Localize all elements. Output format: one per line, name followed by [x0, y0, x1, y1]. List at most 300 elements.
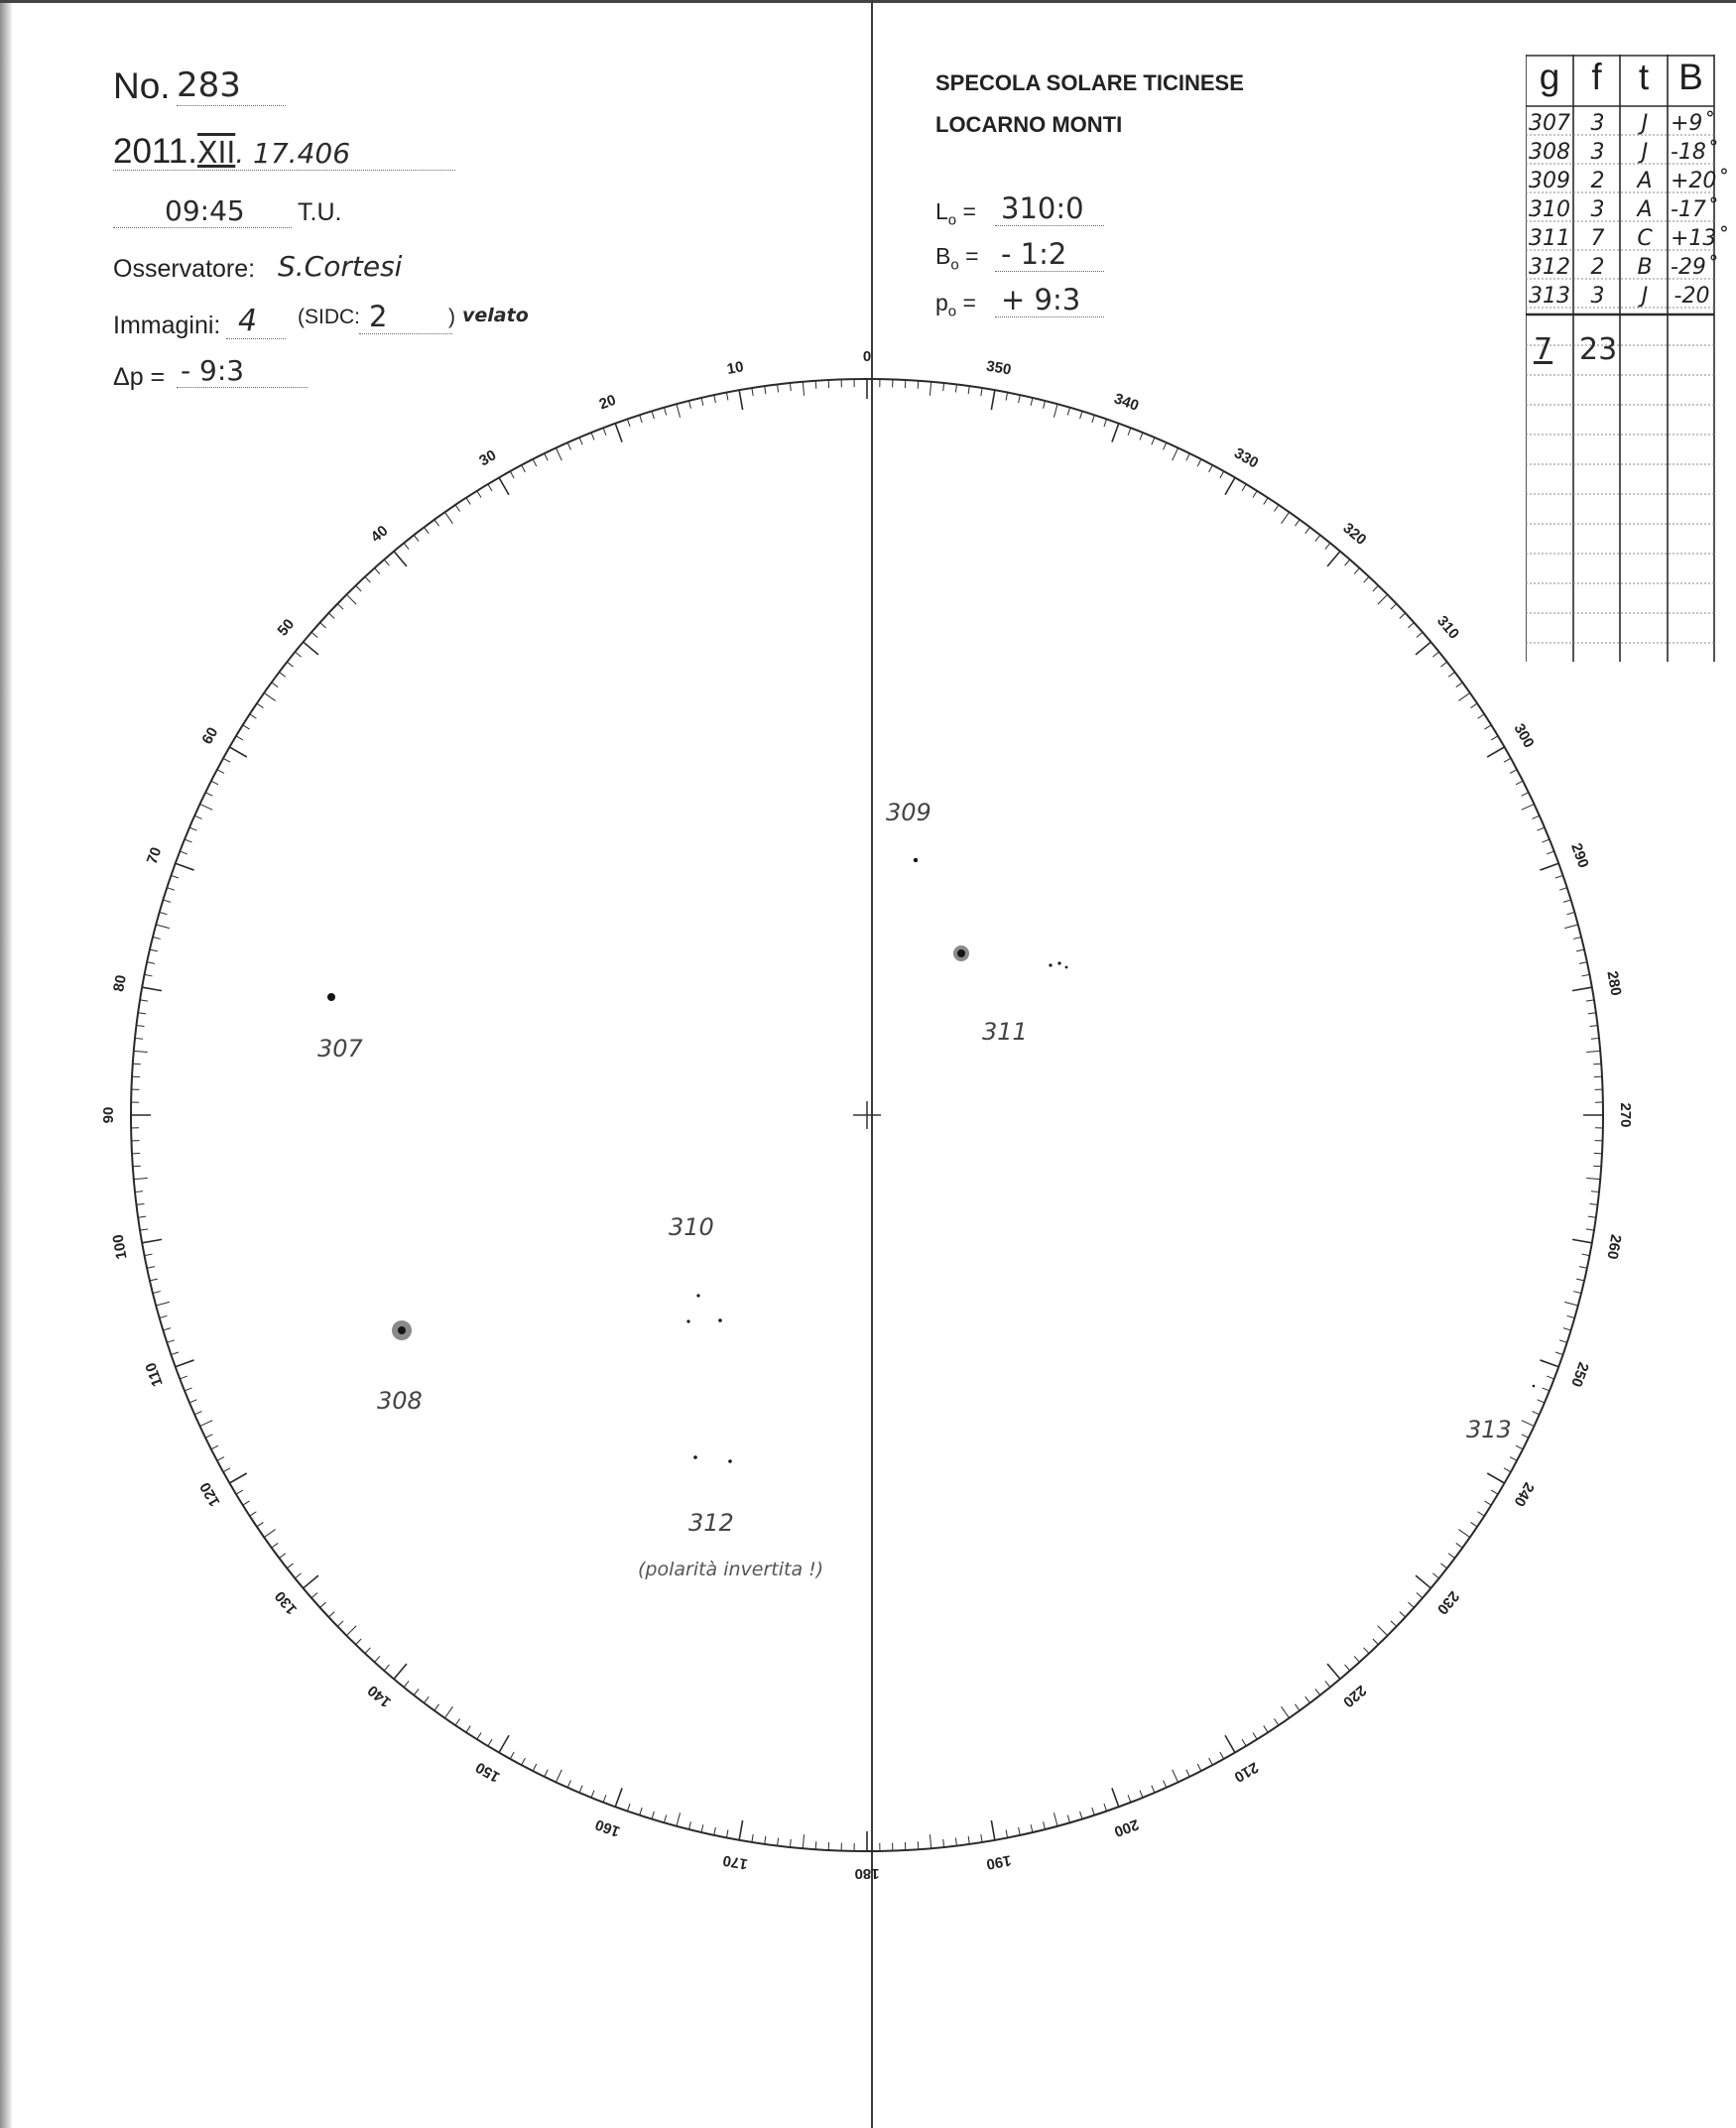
group-label-309: 309	[886, 799, 931, 826]
position-angle-label: 250	[1567, 1359, 1592, 1390]
position-angle-tick	[444, 1706, 452, 1717]
position-angle-tick	[142, 987, 162, 990]
position-angle-tick	[185, 1388, 191, 1391]
table-cell: J	[1641, 284, 1649, 309]
position-angle-tick	[337, 604, 343, 610]
table-cell: J	[1641, 140, 1649, 165]
position-angle-tick	[1274, 505, 1278, 512]
position-angle-tick	[1164, 442, 1167, 449]
position-angle-tick	[1019, 395, 1021, 403]
position-angle-tick	[1044, 1821, 1046, 1829]
position-angle-tick	[652, 411, 654, 419]
position-angle-tick	[1491, 736, 1498, 740]
position-angle-tick	[1031, 398, 1033, 406]
position-angle-tick	[1586, 1000, 1594, 1001]
position-angle-tick	[955, 1838, 956, 1846]
observatory-name: SPECOLA SOLARE TICINESE	[935, 70, 1244, 95]
position-angle-tick	[1573, 937, 1581, 939]
position-angle-tick	[815, 381, 816, 389]
position-angle-tick	[1295, 1704, 1300, 1710]
position-angle-tick	[615, 1788, 622, 1807]
position-angle-tick	[1448, 672, 1454, 677]
position-angle-tick	[279, 672, 285, 677]
position-angle-tick	[194, 1412, 201, 1415]
position-angle-label: 20	[596, 391, 619, 414]
position-angle-tick	[346, 594, 356, 604]
position-angle-tick	[1327, 552, 1340, 566]
group-label-308: 308	[377, 1387, 423, 1415]
position-angle-tick	[1373, 585, 1379, 591]
position-angle-tick	[1590, 1026, 1598, 1027]
position-angle-tick	[1458, 692, 1469, 700]
position-angle-tick	[640, 1808, 642, 1815]
position-angle-tick	[1559, 888, 1567, 890]
position-angle-tick	[180, 1376, 186, 1379]
position-angle-tick	[1209, 465, 1213, 472]
position-angle-tick	[1591, 1191, 1599, 1192]
position-angle-tick	[1264, 498, 1268, 505]
position-angle-tick	[375, 568, 380, 574]
position-angle-tick	[803, 1834, 804, 1848]
position-angle-tick	[522, 465, 526, 472]
position-angle-tick	[185, 839, 191, 842]
position-angle-tick	[981, 1834, 982, 1842]
position-angle-label: 170	[721, 1851, 750, 1873]
position-angle-tick	[1006, 393, 1008, 401]
position-angle-tick	[1564, 1302, 1578, 1306]
position-angle-tick	[1242, 1739, 1246, 1746]
position-angle-tick	[1197, 1764, 1201, 1771]
position-angle-tick	[229, 747, 246, 757]
position-angle-tick	[477, 491, 481, 498]
position-angle-tick	[229, 1473, 246, 1483]
table-cell: -20	[1674, 284, 1710, 309]
L0-letter: L	[935, 198, 948, 224]
position-angle-tick	[652, 1812, 654, 1819]
sky-condition-note: velato	[462, 305, 529, 326]
position-angle-tick	[287, 1564, 293, 1568]
position-angle-tick	[1572, 1239, 1592, 1242]
position-angle-tick	[1391, 1621, 1397, 1627]
position-angle-tick	[1092, 1808, 1094, 1815]
position-angle-label: 10	[725, 358, 745, 378]
position-angle-tick	[145, 974, 153, 976]
position-angle-tick	[194, 815, 201, 818]
position-angle-tick	[1080, 411, 1082, 419]
position-angle-tick	[295, 1573, 301, 1578]
position-angle-tick	[1417, 1593, 1423, 1598]
position-angle-tick	[1563, 1328, 1571, 1330]
sunspot-312	[693, 1455, 697, 1459]
position-angle-tick	[217, 1457, 224, 1461]
position-angle-tick	[134, 1051, 148, 1052]
position-angle-tick	[1504, 758, 1511, 762]
position-angle-label: 60	[198, 724, 222, 748]
group-312-note: (polarità invertita !)	[638, 1559, 824, 1580]
table-cell: +13˚	[1671, 226, 1728, 251]
position-angle-label: 220	[1339, 1682, 1370, 1711]
position-angle-tick	[384, 1665, 389, 1671]
position-angle-tick	[1173, 1770, 1178, 1783]
total-spots: 23	[1579, 332, 1618, 367]
position-angle-tick	[726, 1830, 728, 1838]
position-angle-tick	[142, 1239, 162, 1242]
position-angle-tick	[466, 1726, 470, 1733]
position-angle-tick	[236, 736, 243, 740]
position-angle-tick	[200, 804, 213, 810]
position-angle-tick	[1325, 543, 1330, 549]
table-cell: 310	[1529, 197, 1570, 222]
position-angle-tick	[133, 1166, 141, 1167]
position-angle-tick	[533, 459, 537, 466]
position-angle-tick	[346, 1626, 356, 1636]
position-angle-tick	[739, 1820, 742, 1840]
position-angle-label: 140	[364, 1682, 395, 1711]
position-angle-label: 260	[1603, 1232, 1625, 1261]
position-angle-tick	[1538, 1400, 1545, 1403]
table-cell: 3	[1590, 111, 1605, 136]
position-angle-tick	[1576, 949, 1584, 951]
position-angle-tick	[1540, 863, 1558, 870]
position-angle-tick	[311, 1593, 317, 1598]
position-angle-tick	[955, 385, 956, 393]
group-label-307: 307	[317, 1035, 363, 1063]
position-angle-tick	[356, 1639, 362, 1645]
position-angle-tick	[640, 415, 642, 423]
table-cell: 2	[1590, 169, 1605, 193]
p0-letter: p	[935, 290, 948, 315]
sidc-close: )	[448, 306, 455, 328]
position-angle-tick	[591, 433, 594, 439]
position-angle-tick	[1516, 1445, 1523, 1449]
table-cell: -18˚	[1671, 140, 1717, 165]
position-angle-tick	[320, 1602, 326, 1607]
table-cell: 309	[1529, 169, 1570, 193]
position-angle-label: 300	[1510, 720, 1538, 751]
position-angle-tick	[1274, 1719, 1278, 1726]
position-angle-tick	[250, 1512, 257, 1516]
sunspot-310	[696, 1294, 699, 1297]
position-angle-tick	[1080, 1812, 1082, 1819]
position-angle-tick	[1140, 433, 1143, 439]
position-angle-tick	[1325, 1681, 1330, 1687]
position-angle-tick	[138, 1216, 146, 1217]
position-angle-tick	[1478, 714, 1485, 718]
position-angle-tick	[567, 1781, 570, 1788]
position-angle-tick	[1408, 623, 1414, 628]
position-angle-tick	[701, 398, 703, 406]
position-angle-tick	[279, 1554, 285, 1559]
position-angle-tick	[1440, 662, 1446, 667]
B0-letter: B	[935, 243, 951, 269]
position-angle-tick	[510, 471, 514, 478]
time-unit: T.U.	[298, 198, 342, 226]
position-angle-tick	[1516, 781, 1523, 785]
position-angle-tick	[1378, 1626, 1388, 1636]
position-angle-tick	[264, 1530, 275, 1538]
position-angle-tick	[356, 585, 362, 591]
position-angle-tick	[1491, 1490, 1498, 1494]
position-angle-tick	[200, 1421, 213, 1427]
position-angle-tick	[138, 1013, 146, 1014]
position-angle-label: 50	[274, 615, 299, 640]
position-angle-tick	[337, 1621, 343, 1627]
position-angle-tick	[1264, 1726, 1268, 1733]
position-angle-label: 110	[142, 1360, 167, 1389]
position-angle-tick	[1315, 1689, 1320, 1694]
position-angle-tick	[1579, 962, 1587, 964]
position-angle-tick	[1456, 1543, 1462, 1548]
position-angle-tick	[615, 424, 622, 442]
position-angle-tick	[1478, 1512, 1485, 1516]
position-angle-tick	[211, 781, 218, 785]
position-angle-tick	[1567, 912, 1575, 914]
position-angle-tick	[1197, 459, 1201, 466]
position-angle-tick	[1471, 1522, 1478, 1526]
position-angle-tick	[1305, 1696, 1310, 1702]
date-day-fraction: . 17.406	[235, 137, 351, 170]
position-angle-tick	[1031, 1824, 1033, 1832]
table-cell: +9˚	[1671, 111, 1714, 136]
position-angle-tick	[1417, 632, 1423, 637]
position-angle-tick	[752, 388, 753, 396]
position-angle-tick	[488, 1739, 492, 1746]
position-angle-tick	[1533, 1412, 1540, 1415]
position-angle-tick	[739, 390, 742, 410]
position-angle-tick	[1576, 1279, 1584, 1281]
position-angle-tick	[434, 520, 439, 526]
position-angle-tick	[556, 1770, 561, 1783]
position-angle-tick	[1582, 974, 1590, 976]
position-angle-tick	[163, 1328, 171, 1330]
position-angle-tick	[1440, 1564, 1446, 1568]
position-angle-tick	[701, 1824, 703, 1832]
position-angle-tick	[1345, 1665, 1350, 1671]
position-angle-tick	[243, 1501, 250, 1505]
position-angle-label: 130	[271, 1587, 301, 1618]
position-angle-tick	[1484, 1501, 1491, 1505]
position-angle-tick	[664, 1815, 666, 1823]
position-angle-tick	[1152, 438, 1155, 444]
position-angle-tick	[1564, 925, 1578, 929]
position-angle-tick	[1487, 1473, 1504, 1483]
position-angle-tick	[160, 912, 168, 914]
position-angle-tick	[394, 1664, 407, 1679]
position-angle-tick	[778, 1838, 779, 1846]
position-angle-tick	[627, 1804, 630, 1812]
position-angle-tick	[156, 925, 170, 929]
position-angle-tick	[1054, 404, 1057, 418]
position-angle-tick	[287, 662, 293, 667]
position-angle-tick	[1327, 1664, 1340, 1679]
position-angle-tick	[1543, 1388, 1550, 1391]
delta-p-value: - 9:3	[177, 354, 308, 388]
table-cell: B	[1637, 255, 1653, 280]
position-angle-tick	[790, 383, 791, 391]
position-angle-tick	[424, 527, 429, 533]
position-angle-label: 160	[592, 1815, 623, 1840]
position-angle-tick	[137, 1026, 145, 1027]
position-angle-tick	[1373, 1639, 1379, 1645]
position-angle-tick	[176, 1360, 194, 1367]
observer-label: Osservatore:	[113, 255, 256, 283]
position-angle-tick	[1391, 604, 1397, 610]
position-angle-tick	[1112, 1788, 1119, 1807]
sunspot-310	[718, 1318, 722, 1322]
B0-equals: =	[965, 243, 979, 269]
position-angle-tick	[1006, 1830, 1008, 1838]
position-angle-tick	[1487, 747, 1504, 757]
sheet-number-value: 283	[177, 65, 286, 106]
position-angle-tick	[1378, 594, 1388, 604]
position-angle-tick	[1543, 839, 1550, 842]
sheet-number-label: No.	[113, 65, 171, 106]
position-angle-tick	[815, 1841, 816, 1849]
position-angle-tick	[1282, 1706, 1290, 1717]
position-angle-label: 0	[862, 347, 872, 365]
position-angle-tick	[579, 1786, 582, 1793]
position-angle-tick	[243, 725, 250, 729]
position-angle-tick	[627, 419, 630, 427]
position-angle-tick	[664, 408, 666, 416]
position-angle-label: 230	[1433, 1587, 1463, 1618]
position-angle-tick	[918, 381, 919, 389]
position-angle-label: 40	[367, 522, 392, 547]
position-angle-tick	[991, 390, 994, 410]
position-angle-tick	[156, 1302, 170, 1306]
position-angle-tick	[1354, 568, 1359, 574]
position-angle-tick	[1305, 527, 1310, 533]
position-angle-tick	[1448, 1554, 1454, 1559]
position-angle-tick	[1408, 1602, 1414, 1607]
position-angle-tick	[1092, 415, 1094, 423]
position-angle-label: 90	[99, 1106, 117, 1124]
date-year: 2011.	[113, 132, 197, 171]
position-angle-tick	[1282, 512, 1290, 523]
position-angle-tick	[295, 652, 301, 657]
position-angle-tick	[272, 683, 278, 688]
position-angle-tick	[499, 1735, 509, 1752]
sunspot-312	[728, 1459, 732, 1463]
position-angle-tick	[677, 1813, 681, 1826]
position-angle-tick	[1522, 1435, 1529, 1439]
position-angle-label: 120	[196, 1479, 224, 1510]
table-cell: 2	[1590, 255, 1605, 280]
position-angle-tick	[1416, 1575, 1430, 1588]
position-angle-tick	[1315, 535, 1320, 541]
position-angle-tick	[444, 512, 452, 523]
position-angle-tick	[1242, 484, 1246, 491]
position-angle-tick	[466, 498, 470, 505]
table-cell: 3	[1590, 197, 1605, 222]
position-angle-tick	[304, 642, 318, 655]
position-angle-tick	[394, 552, 407, 566]
position-angle-tick	[1220, 471, 1224, 478]
position-angle-label: 200	[1111, 1815, 1142, 1840]
position-angle-tick	[1555, 875, 1563, 878]
position-angle-tick	[510, 1752, 514, 1759]
position-angle-label: 100	[109, 1232, 131, 1261]
position-angle-tick	[455, 505, 459, 512]
position-angle-tick	[1432, 652, 1438, 657]
group-label-312: 312	[688, 1509, 734, 1537]
position-angle-tick	[1354, 1656, 1359, 1662]
sunspot-310	[686, 1319, 689, 1322]
position-angle-tick	[304, 1575, 318, 1588]
position-angle-tick	[137, 1203, 145, 1204]
position-angle-tick	[1364, 1648, 1369, 1654]
position-angle-tick	[1044, 401, 1046, 409]
position-angle-tick	[943, 383, 944, 391]
L0-value: 310:0	[995, 191, 1104, 226]
position-angle-tick	[135, 1191, 143, 1192]
position-angle-tick	[1128, 1795, 1131, 1802]
images-label: Immagini:	[113, 312, 221, 339]
position-angle-tick	[545, 453, 549, 460]
position-angle-tick	[1582, 1254, 1590, 1256]
position-angle-tick	[1591, 1038, 1599, 1039]
position-angle-tick	[150, 1279, 158, 1281]
position-angle-tick	[264, 692, 275, 700]
position-angle-tick	[163, 900, 171, 902]
position-angle-tick	[134, 1178, 148, 1179]
position-angle-label: 80	[110, 973, 130, 993]
position-angle-tick	[167, 888, 175, 890]
position-angle-tick	[153, 937, 161, 939]
delta-p-label: Δp =	[113, 363, 166, 391]
position-angle-tick	[189, 1400, 196, 1403]
col-header-g: g	[1539, 57, 1560, 97]
position-angle-tick	[1540, 1360, 1558, 1367]
position-angle-tick	[1579, 1267, 1587, 1269]
sunspot-311-follower	[1065, 966, 1068, 969]
position-angle-tick	[455, 1719, 459, 1726]
table-cell: +20˚	[1671, 169, 1728, 193]
total-groups: 7	[1534, 332, 1553, 367]
position-angle-tick	[414, 535, 419, 541]
table-cell: -29˚	[1671, 255, 1717, 280]
position-angle-tick	[171, 1352, 179, 1355]
sunspot-313	[1533, 1385, 1536, 1388]
position-angle-tick	[145, 1254, 153, 1256]
position-angle-tick	[1510, 770, 1517, 774]
group-label-311: 311	[982, 1018, 1028, 1046]
position-angle-tick	[726, 393, 728, 401]
position-angle-label: 340	[1111, 390, 1142, 415]
position-angle-tick	[1104, 419, 1107, 427]
position-angle-tick	[1586, 1051, 1600, 1052]
position-angle-tick	[1364, 576, 1369, 582]
col-header-B: B	[1678, 57, 1703, 97]
position-angle-tick	[147, 1267, 155, 1269]
position-angle-tick	[1225, 1735, 1235, 1752]
table-cell: A	[1637, 197, 1653, 222]
position-angle-tick	[943, 1839, 944, 1847]
position-angle-tick	[603, 1795, 606, 1802]
position-angle-tick	[1173, 448, 1178, 461]
position-angle-tick	[556, 448, 561, 461]
table-cell: 7	[1590, 226, 1605, 251]
position-angle-tick	[981, 388, 982, 396]
position-angle-tick	[1220, 1752, 1224, 1759]
position-angle-tick	[1456, 683, 1462, 688]
position-angle-tick	[1588, 1013, 1596, 1014]
position-angle-tick	[1140, 1791, 1143, 1798]
position-angle-tick	[714, 395, 716, 403]
position-angle-tick	[1471, 703, 1478, 707]
position-angle-tick	[1128, 428, 1131, 435]
position-angle-tick	[1416, 642, 1430, 655]
